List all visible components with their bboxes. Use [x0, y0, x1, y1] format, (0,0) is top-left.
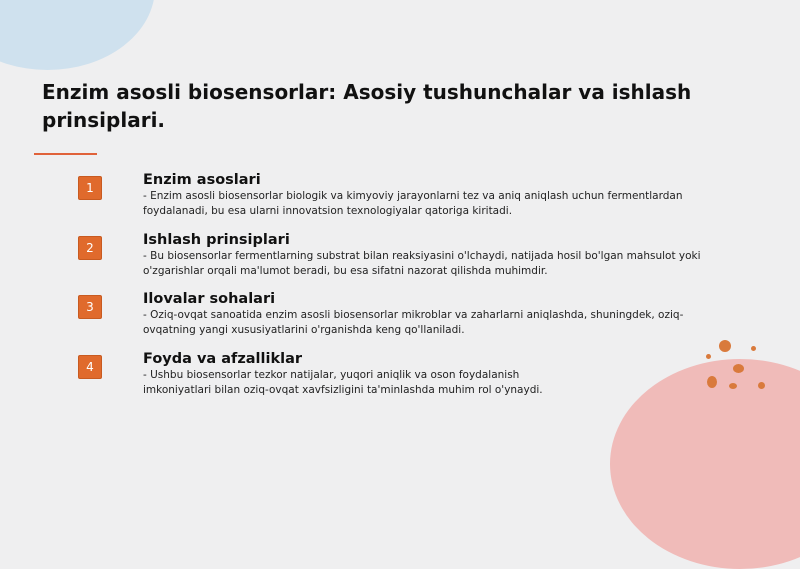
item-heading: Ilovalar sohalari [143, 291, 276, 307]
item-number-badge: 2 [78, 236, 102, 260]
item-number-badge: 1 [78, 176, 102, 200]
decorative-dot [729, 383, 737, 389]
decorative-dot [758, 382, 765, 389]
item-heading: Enzim asoslari [143, 172, 261, 188]
item-description: - Enzim asosli biosensorlar biologik va kimyoviy jarayonlarni tez va aniq aniqlash uchun fermentlardan foydalanadi, bu esa ularni innovatsion texnologiyalar qatoriga kiritadi. [143, 190, 683, 217]
item-description: - Ushbu biosensorlar tezkor natijalar, yuqori aniqlik va oson foydalanish imkoniyatlari bilan oziq-ovqat xavfsizligini ta'minlashda muhim rol o'ynaydi. [143, 369, 543, 396]
slide-title: Enzim asosli biosensorlar: Asosiy tushunchalar va ishlash prinsiplari. [42, 80, 692, 132]
decorative-dot [706, 354, 711, 359]
item-description: - Bu biosensorlar fermentlarning substrat bilan reaksiyasini o'lchaydi, natijada hosil bo'lgan mahsulot yoki o'zgarishlar orqali ma'lumot beradi, bu esa sifatni nazorat qilishda muhimdir. [143, 250, 701, 277]
decorative-dot [751, 346, 756, 351]
decorative-dot [707, 376, 717, 388]
item-description: - Oziq-ovqat sanoatida enzim asosli biosensorlar mikroblar va zaharlarni aniqlashda, shuningdek, oziq-ovqatning yangi xususiyatlarini o'rganishda keng qo'llaniladi. [143, 309, 684, 336]
decorative-pink-blob [610, 359, 800, 569]
item-number-badge: 4 [78, 355, 102, 379]
item-heading: Foyda va afzalliklar [143, 351, 303, 367]
decorative-dot [733, 364, 744, 373]
item-heading: Ishlash prinsiplari [143, 232, 290, 248]
decorative-blue-blob [0, 0, 155, 70]
item-number-badge: 3 [78, 295, 102, 319]
title-underline [34, 153, 97, 155]
decorative-dot [719, 340, 731, 352]
